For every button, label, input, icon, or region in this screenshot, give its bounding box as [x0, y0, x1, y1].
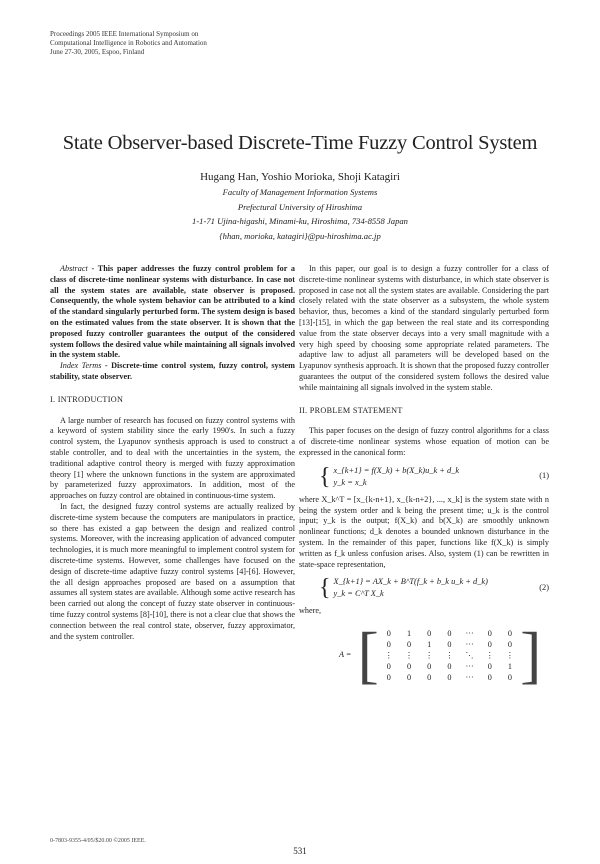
left-column — [50, 264, 295, 642]
matrix-cell: ⋮ — [445, 650, 454, 660]
abstract — [50, 264, 295, 361]
author-address: 1-1-71 Ujina-higashi, Minami-ku, Hiroshima, 734-8558 Japan — [192, 216, 408, 226]
matrix-cell: ⋮ — [425, 650, 434, 660]
matrix-cell: 0 — [447, 661, 452, 671]
matrix-cell: ··· — [465, 639, 474, 649]
matrix-cell: ⋮ — [384, 650, 393, 660]
matrix-cell: 1 — [427, 639, 432, 649]
right-column — [299, 264, 549, 691]
equation-brace: { — [319, 463, 331, 490]
matrix-cell: 0 — [507, 639, 513, 649]
matrix-table — [379, 628, 520, 683]
equation-1-line-1: x_{k+1} = f(X_k) + b(X_k)u_k + d_k — [333, 465, 460, 475]
matrix-cell: 0 — [406, 639, 412, 649]
matrix-cell: 0 — [427, 672, 432, 682]
equation-1-line-2: y_k = x_k — [333, 477, 367, 487]
author-email: {hhan, morioka, katagiri}@pu-hiroshima.ac.jp — [219, 230, 381, 241]
matrix-cell: ··· — [465, 672, 474, 682]
matrix-cell: 0 — [507, 672, 513, 682]
matrix-cell: 0 — [406, 661, 412, 671]
index-terms — [50, 361, 295, 383]
matrix-cell: 0 — [487, 661, 492, 671]
equation-2-line-2: y_k = C^T X_k — [333, 589, 384, 599]
index-terms-text: - Discrete-time control system, fuzzy control, system stability, state observer. — [50, 361, 296, 381]
copyright-footer: 0-7803-9355-4/05/$20.00 ©2005 IEEE. — [50, 838, 146, 844]
matrix-cell: 1 — [507, 661, 513, 671]
matrix-row — [379, 661, 520, 672]
matrix-cell: 0 — [487, 628, 492, 638]
matrix-cell: 0 — [386, 672, 391, 682]
matrix-cell: ⋱ — [465, 650, 474, 660]
index-terms-label: Index Terms — [60, 361, 102, 371]
proceedings-line: June 27-30, 2005, Espoo, Finland — [50, 48, 145, 56]
matrix-cell: ··· — [465, 628, 474, 638]
author-faculty: Faculty of Management Information Systems — [222, 187, 378, 197]
author-university: Prefectural University of Hiroshima — [237, 201, 363, 212]
intro-paragraph-3: In this paper, our goal is to design a fuzzy controller for a class of discrete-time nonlinear systems with disturbance, in which state observer is proposed in case not all the system states are available. Considering the part closely related with the state observer as a subsystem, the whole system behavior, thus, becomes a kind of the standard singularly perturbed form [13]-[15], in which the gap between the real state and its corresponding value from the state observer decays into a very small magnitude with a very high speed by choosing some appropriate related parameters. The adaptive law to adjust all parameters will be developed based on the Lyapunov synthesis approach. It is shown that the proposed fuzzy controller guarantees the output of the considered system follows the desired value while maintaining all signals involved in the system stable. — [299, 264, 549, 392]
matrix-bracket-left: [ — [357, 619, 379, 691]
section-heading-introduction: I. INTRODUCTION — [50, 394, 124, 404]
proceedings-line: Computational Intelligence in Robotics and Automation — [50, 39, 207, 47]
matrix-cell: ··· — [465, 661, 474, 671]
problem-paragraph-1: This paper focuses on the design of fuzzy control algorithms for a class of discrete-time nonlinear systems whose equation of motion can be expressed in the canonical form: — [299, 426, 549, 457]
equation-1 — [299, 465, 549, 489]
page-number: 531 — [293, 846, 307, 856]
matrix-label: A = — [339, 649, 352, 659]
problem-paragraph-2: where X_k^T = [x_{k-n+1}, x_{k-n+2}, ..., x_k] is the system state with n being the system order and k being the present time; u_k is the control input; y_k is the output; f(X_k) and b(X_k) are smoothly unknown nonlinear functions; d_k denotes a bounded unknown disturbance in the system. In the remainder of this paper, functions like f(X_k) is simply written as f_k unless confusion arises. Also, system (1) can be rewritten in state-space representation, — [299, 494, 549, 569]
equation-2-number: (2) — [539, 582, 549, 592]
matrix-cell: 0 — [386, 661, 391, 671]
equation-1-number: (1) — [539, 471, 549, 481]
matrix-cell: 0 — [447, 672, 452, 682]
equation-brace: { — [319, 575, 331, 602]
matrix-cell: 0 — [487, 639, 492, 649]
matrix-row — [379, 628, 520, 639]
matrix-a — [339, 619, 549, 691]
intro-paragraph-1: A large number of research has focused on fuzzy control systems with a keyword of system stability since the early 1990's. In such a fuzzy control system, the Lyapunov synthesis approach is used to construct a stable controller, and to deal with the uncertainties in the system, the traditional adaptive control theory is merged with fuzzy approximation theory [1] where the unknown functions in the system are approximated by parameterized fuzzy approximators. In addition, most of the approaches on fuzzy control are obtained in continuous-time system. — [50, 415, 295, 501]
matrix-cell: ⋮ — [404, 650, 414, 660]
paper-title: State Observer-based Discrete-Time Fuzzy Control System — [62, 132, 538, 154]
author-block — [0, 171, 600, 243]
where-text: where, — [299, 606, 322, 616]
matrix-cell: 0 — [427, 628, 432, 638]
matrix-row — [379, 639, 520, 650]
matrix-row — [379, 672, 520, 683]
abstract-text: - This paper addresses the fuzzy control problem for a class of discrete-time nonlinear systems with disturbance. In case not all the system states are available, state observer is proposed. Consequently, the whole system behavior can be attributed to a kind of the standard singularly perturbed form. The system design is based on the estimated values from the state observer. It is shown that the proposed fuzzy controller guarantees the output of the considered system follows the desired value while maintaining all signals involved in the system stable. — [50, 264, 295, 360]
abstract-label: Abstract — [60, 264, 88, 273]
section-heading-problem: II. PROBLEM STATEMENT — [299, 405, 403, 415]
matrix-cell: ⋮ — [485, 650, 494, 660]
matrix-cell: 0 — [447, 628, 452, 638]
matrix-cell: 0 — [386, 639, 391, 649]
matrix-cell: 0 — [487, 672, 492, 682]
equation-2 — [299, 576, 549, 600]
matrix-row — [379, 650, 520, 661]
proceedings-header — [50, 30, 207, 57]
matrix-cell: 1 — [406, 628, 412, 638]
matrix-cell: 0 — [406, 672, 412, 682]
matrix-cell: 0 — [447, 639, 452, 649]
matrix-cell: 0 — [427, 661, 432, 671]
intro-paragraph-2: In fact, the designed fuzzy control systems are actually realized by discrete-time system because the computers are manipulators in practice, so there has existed a gap between the design and realized control systems. Moreover, with the increasing application of advanced computer technologies, it is much more meaningful to implement control system for discrete-time systems. However, some challenges have focused on the design of discrete-time adaptive fuzzy control systems [4]-[6]. However, the all design approaches proposed are based on a assumption that assumes all system states are available. Although some active research has been carried out along the concept of fuzzy state observer in continuous-time fuzzy control systems [8]-[10], there is not a clear clue that shows the connection between the real control state, observer, fuzzy approximator, and the system controller. — [50, 501, 295, 641]
author-names: Hugang Han, Yoshio Morioka, Shoji Katagiri — [200, 171, 400, 183]
matrix-cell: 0 — [386, 628, 391, 638]
matrix-cell: 0 — [507, 628, 513, 638]
matrix-bracket-right: ] — [520, 619, 542, 691]
proceedings-line: Proceedings 2005 IEEE International Symposium on — [50, 30, 199, 38]
matrix-cell: ⋮ — [505, 650, 515, 660]
equation-2-line-1: X_{k+1} = AX_k + B^T(f_k + b_k u_k + d_k) — [333, 577, 488, 587]
